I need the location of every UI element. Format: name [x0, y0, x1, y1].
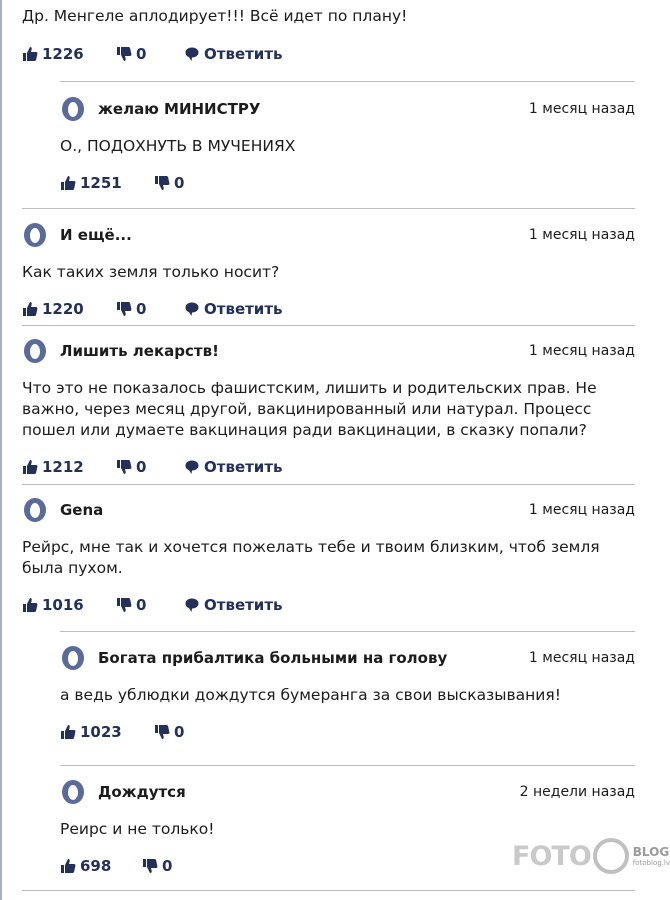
comment-text: Как таких земля только носит?: [22, 263, 280, 281]
reply-button[interactable]: [184, 45, 283, 63]
dislike-button[interactable]: [116, 45, 184, 63]
watermark-blog: BLOG: [632, 845, 670, 859]
comment: [22, 220, 635, 319]
dislike-count: 0: [136, 458, 147, 476]
comment-actions: [22, 299, 635, 319]
watermark-foto: FOTO: [512, 840, 591, 872]
thumbs-down-icon: [116, 46, 132, 62]
author-block: [22, 338, 219, 364]
dislike-count: 0: [174, 723, 185, 741]
author-block: [60, 779, 186, 805]
avatar-icon: [22, 338, 48, 364]
comment-text-line: Рейрс, мне так и хочется пожелать тебе и твоим близким, чтоб земля: [22, 538, 600, 556]
reply-label: Ответить: [204, 45, 283, 63]
reply-button[interactable]: [184, 300, 283, 318]
avatar-icon: [22, 497, 48, 523]
author-name[interactable]: Gena: [60, 501, 104, 519]
comment-text-line: пошел или думаете вакцинация ради вакцинации, в сказку попали?: [22, 421, 587, 439]
author-block: [22, 222, 132, 248]
author-name[interactable]: Богата прибалтика больными на голову: [98, 649, 448, 667]
author-block: [60, 645, 447, 671]
divider: [22, 325, 635, 326]
comment-date: 1 месяц назад: [528, 343, 635, 359]
dislike-count: 0: [136, 45, 147, 63]
comment: [22, 336, 635, 477]
like-button[interactable]: [22, 300, 116, 318]
reply-button[interactable]: [184, 596, 283, 614]
reply-label: Ответить: [204, 458, 283, 476]
camera-lens-icon: [593, 838, 629, 874]
comment-header: [22, 336, 635, 366]
thumbs-down-icon: [154, 175, 170, 191]
like-count: 1226: [42, 45, 84, 63]
reply-label: Ответить: [204, 596, 283, 614]
comment-date: 1 месяц назад: [528, 502, 635, 518]
comment-reply: [60, 643, 635, 742]
dislike-button[interactable]: [116, 596, 184, 614]
thumbs-down-icon: [142, 858, 158, 874]
dislike-button[interactable]: [116, 458, 184, 476]
comment-header: [22, 220, 635, 250]
like-count: 1016: [42, 596, 84, 614]
fotoblog-watermark: [512, 838, 670, 874]
comment-text-line: была пухом.: [22, 559, 123, 577]
author-name[interactable]: желаю МИНИСТРУ: [98, 100, 261, 118]
comment-date: 1 месяц назад: [528, 101, 635, 117]
divider: [60, 765, 635, 766]
like-button[interactable]: [60, 857, 142, 875]
like-button[interactable]: [22, 458, 116, 476]
comment-text: Реирс и не только!: [60, 820, 215, 838]
like-count: 698: [80, 857, 112, 875]
comment-actions: [60, 173, 635, 193]
like-button[interactable]: [60, 174, 154, 192]
comment-actions: [60, 722, 635, 742]
comment-date: 1 месяц назад: [528, 650, 635, 666]
like-count: 1251: [80, 174, 122, 192]
dislike-button[interactable]: [116, 300, 184, 318]
like-count: 1220: [42, 300, 84, 318]
dislike-count: 0: [162, 857, 173, 875]
comment-header: [22, 495, 635, 525]
speech-bubble-icon: [184, 597, 200, 613]
comment-date: 2 недели назад: [519, 784, 635, 800]
speech-bubble-icon: [184, 301, 200, 317]
thumbs-up-icon: [22, 459, 38, 475]
like-count: 1212: [42, 458, 84, 476]
dislike-count: 0: [174, 174, 185, 192]
thumbs-down-icon: [116, 301, 132, 317]
author-name[interactable]: Дождутся: [98, 783, 186, 801]
comment-header: [60, 777, 635, 807]
divider: [22, 890, 635, 891]
avatar-icon: [60, 645, 86, 671]
comment-text: [22, 378, 635, 441]
comment-actions: [22, 595, 635, 615]
like-button[interactable]: [60, 723, 154, 741]
watermark-right: [633, 845, 670, 867]
thumbs-up-icon: [60, 858, 76, 874]
comment-text-line: Что это не показалось фашистским, лишить и родительских прав. Не: [22, 379, 597, 397]
avatar-icon: [22, 222, 48, 248]
dislike-button[interactable]: [154, 174, 222, 192]
thumbs-up-icon: [60, 175, 76, 191]
thumbs-down-icon: [116, 459, 132, 475]
like-button[interactable]: [22, 45, 116, 63]
comment-reply: [60, 94, 635, 193]
avatar-icon: [60, 96, 86, 122]
speech-bubble-icon: [184, 46, 200, 62]
comment-text: О., ПОДОХНУТЬ В МУЧЕНИЯХ: [60, 137, 296, 155]
watermark-url: fotoblog.lv: [632, 859, 670, 867]
author-block: [60, 96, 260, 122]
reply-button[interactable]: [184, 458, 283, 476]
divider: [22, 484, 635, 485]
comment-text-line: важно, через месяц другой, вакцинированный или натурал. Процесс: [22, 400, 592, 418]
dislike-count: 0: [136, 596, 147, 614]
like-button[interactable]: [22, 596, 116, 614]
comment: [22, 6, 635, 64]
comment-header: [60, 94, 635, 124]
thumbs-up-icon: [60, 724, 76, 740]
like-count: 1023: [80, 723, 122, 741]
speech-bubble-icon: [184, 459, 200, 475]
dislike-button[interactable]: [142, 857, 210, 875]
divider: [60, 631, 635, 632]
thumbs-up-icon: [22, 301, 38, 317]
divider: [60, 81, 635, 82]
left-border: [0, 0, 2, 900]
dislike-button[interactable]: [154, 723, 222, 741]
thumbs-up-icon: [22, 46, 38, 62]
dislike-count: 0: [136, 300, 147, 318]
comment-text: [22, 537, 635, 579]
comment-actions: [22, 44, 635, 64]
comment-header: [60, 643, 635, 673]
thumbs-down-icon: [116, 597, 132, 613]
thumbs-down-icon: [154, 724, 170, 740]
divider: [22, 208, 635, 209]
reply-label: Ответить: [204, 300, 283, 318]
thumbs-up-icon: [22, 597, 38, 613]
comment: [22, 495, 635, 615]
comment-actions: [22, 457, 635, 477]
avatar-icon: [60, 779, 86, 805]
author-name[interactable]: Лишить лекарств!: [60, 342, 219, 360]
comment-text: Др. Менгеле аплодирует!!! Всё идет по плану!: [22, 7, 408, 25]
author-name[interactable]: И ещё...: [60, 226, 132, 244]
comment-date: 1 месяц назад: [528, 227, 635, 243]
author-block: [22, 497, 103, 523]
comment-text: а ведь ублюдки дождутся бумеранга за свои высказывания!: [60, 686, 561, 704]
